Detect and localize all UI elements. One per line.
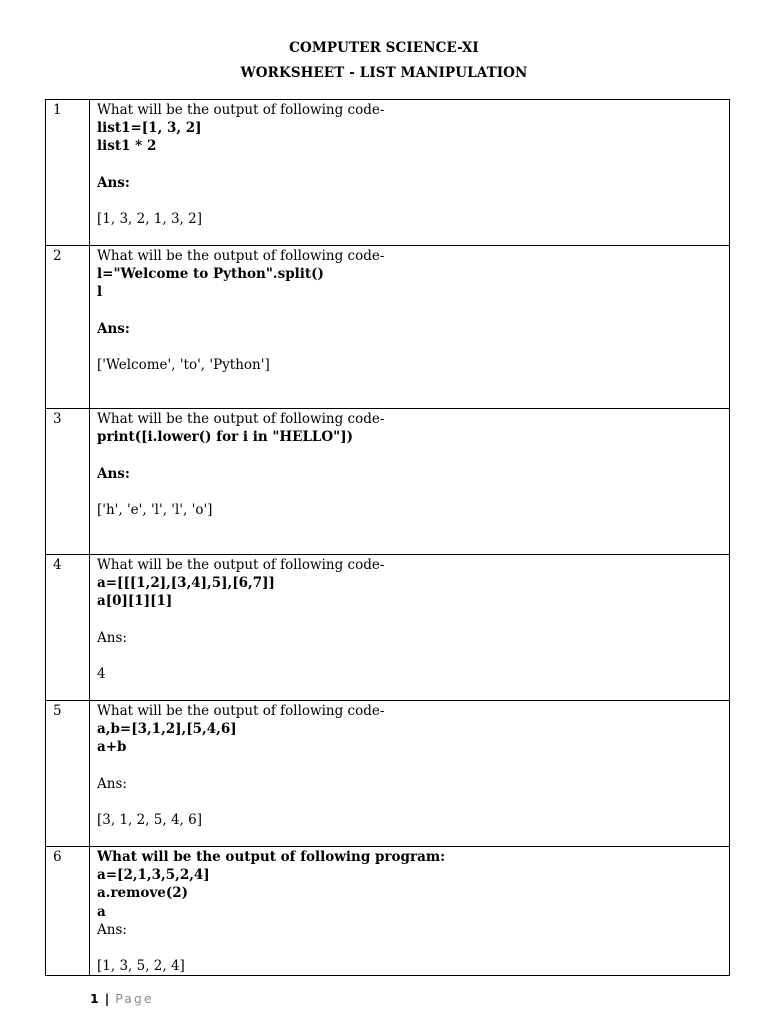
answer-text: [1, 3, 2, 1, 3, 2]	[97, 211, 202, 228]
answer-text: 4	[97, 666, 106, 683]
question-row	[46, 847, 730, 976]
code-line: l="Welcome to Python".split()	[97, 266, 324, 283]
question-prompt: What will be the output of following code-	[97, 703, 385, 719]
question-number: 2	[46, 246, 90, 409]
question-number: 3	[46, 409, 90, 555]
question-prompt: What will be the output of following code-	[97, 557, 385, 573]
answer-label: Ans:	[97, 775, 127, 792]
code-line: print([i.lower() for i in "HELLO"])	[97, 429, 353, 446]
worksheet-table	[45, 99, 730, 976]
code-line: list1 * 2	[97, 138, 157, 155]
question-prompt: What will be the output of following program:	[97, 849, 446, 865]
code-line: l	[97, 284, 103, 301]
answer-label: Ans:	[97, 921, 127, 938]
question-prompt: What will be the output of following code-	[97, 248, 385, 264]
code-line: a[0][1][1]	[97, 593, 173, 610]
answer-label: Ans:	[97, 174, 130, 191]
code-line: a,b=[3,1,2],[5,4,6]	[97, 721, 237, 738]
question-body	[90, 701, 730, 847]
question-number: 5	[46, 701, 90, 847]
question-body	[90, 100, 730, 246]
page-number: 1	[90, 991, 99, 1006]
question-number: 6	[46, 847, 90, 976]
question-row	[46, 701, 730, 847]
question-number: 4	[46, 555, 90, 701]
answer-label: Ans:	[97, 465, 130, 482]
footer-separator: |	[104, 991, 110, 1006]
code-line: a.remove(2)	[97, 885, 189, 902]
question-number: 1	[46, 100, 90, 246]
code-line: a	[97, 903, 106, 920]
answer-label: Ans:	[97, 320, 130, 337]
question-body	[90, 409, 730, 555]
document-subtitle: WORKSHEET - LIST MANIPULATION	[240, 65, 528, 81]
question-row	[46, 409, 730, 555]
question-row	[46, 555, 730, 701]
question-row	[46, 246, 730, 409]
answer-text: [1, 3, 5, 2, 4]	[97, 958, 185, 975]
code-line: a+b	[97, 739, 127, 756]
document-title: COMPUTER SCIENCE-XI	[289, 40, 479, 56]
answer-label: Ans:	[97, 629, 127, 646]
page-label: Page	[115, 991, 154, 1006]
code-line: a=[2,1,3,5,2,4]	[97, 867, 210, 884]
question-prompt: What will be the output of following code-	[97, 411, 385, 427]
code-line: a=[[[1,2],[3,4],5],[6,7]]	[97, 575, 275, 592]
question-body	[90, 246, 730, 409]
answer-text: [3, 1, 2, 5, 4, 6]	[97, 812, 202, 829]
question-row	[46, 100, 730, 246]
question-body	[90, 847, 730, 976]
question-prompt: What will be the output of following code-	[97, 102, 385, 118]
page-footer	[90, 991, 154, 1006]
answer-text: ['h', 'e', 'l', 'l', 'o']	[97, 501, 213, 518]
answer-text: ['Welcome', 'to', 'Python']	[97, 357, 270, 374]
question-body	[90, 555, 730, 701]
code-line: list1=[1, 3, 2]	[97, 120, 202, 137]
